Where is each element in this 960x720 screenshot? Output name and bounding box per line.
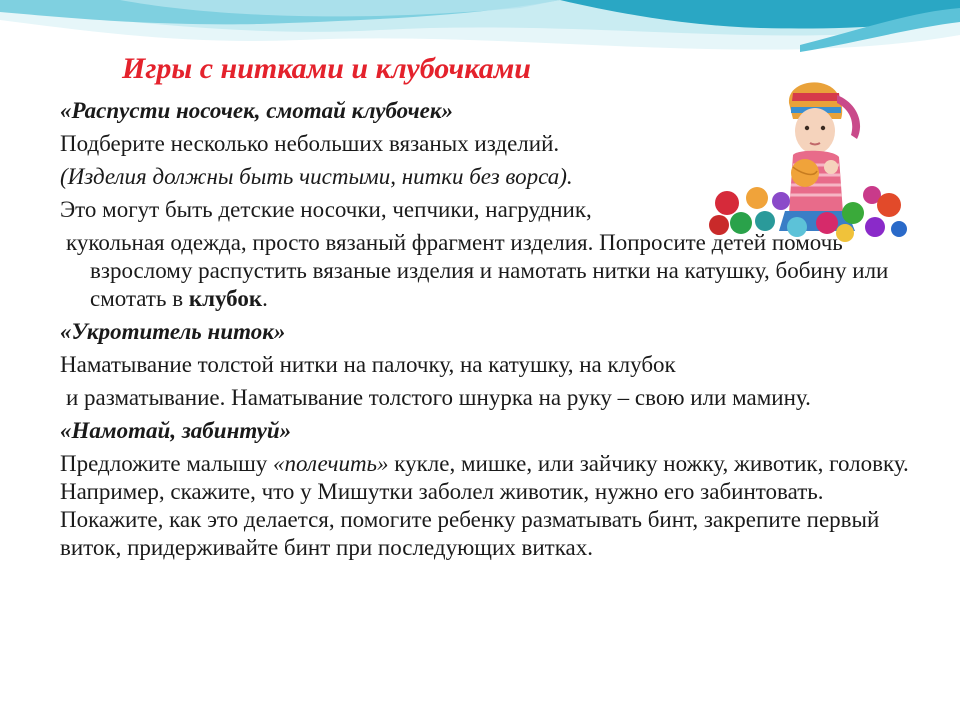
paragraph-hanging	[60, 229, 910, 313]
game-heading-2: «Укротитель ниток»	[60, 319, 286, 344]
paragraph-block	[60, 450, 910, 562]
paragraph-line: Это могут быть детские носочки, чепчики, нагрудник,	[60, 197, 592, 222]
paragraph-line: Наматывание толстой нитки на палочку, на катушку, на клубок	[60, 352, 676, 377]
text-run: кукле, мишке, или зайчику ножку, животик, головку. Например, скажите, что у Мишутки заболел животик, нужно его забинтовать. Покажите, как это делается, помогите ребенку разматывать бинт, закрепите первый виток, придерживайте бинт при последующих витках.	[60, 451, 909, 560]
paragraph-hanging: и разматывание. Наматывание толстого шнурка на руку – свою или мамину.	[66, 385, 811, 410]
paragraph-line: Подберите несколько небольших вязаных изделий.	[60, 131, 560, 156]
game-heading-3: «Намотай, забинтуй»	[60, 418, 292, 443]
text-run: кукольная одежда, просто вязаный фрагмент изделия. Попросите детей помочь взрослому распустить вязаные изделия и намотать нитки на катушку, бобину или смотать в	[66, 230, 889, 311]
bold-word: клубок	[188, 286, 263, 311]
slide-body	[60, 92, 910, 562]
text-run: .	[262, 286, 268, 311]
text-run: Предложите малышу	[60, 451, 274, 476]
slide-title: Игры с нитками и клубочками	[122, 52, 531, 85]
paragraph-line: (Изделия должны быть чистыми, нитки без ворса).	[60, 164, 573, 189]
italic-word: «полечить»	[273, 451, 389, 476]
game-heading-1: «Распусти носочек, смотай клубочек»	[60, 98, 454, 123]
